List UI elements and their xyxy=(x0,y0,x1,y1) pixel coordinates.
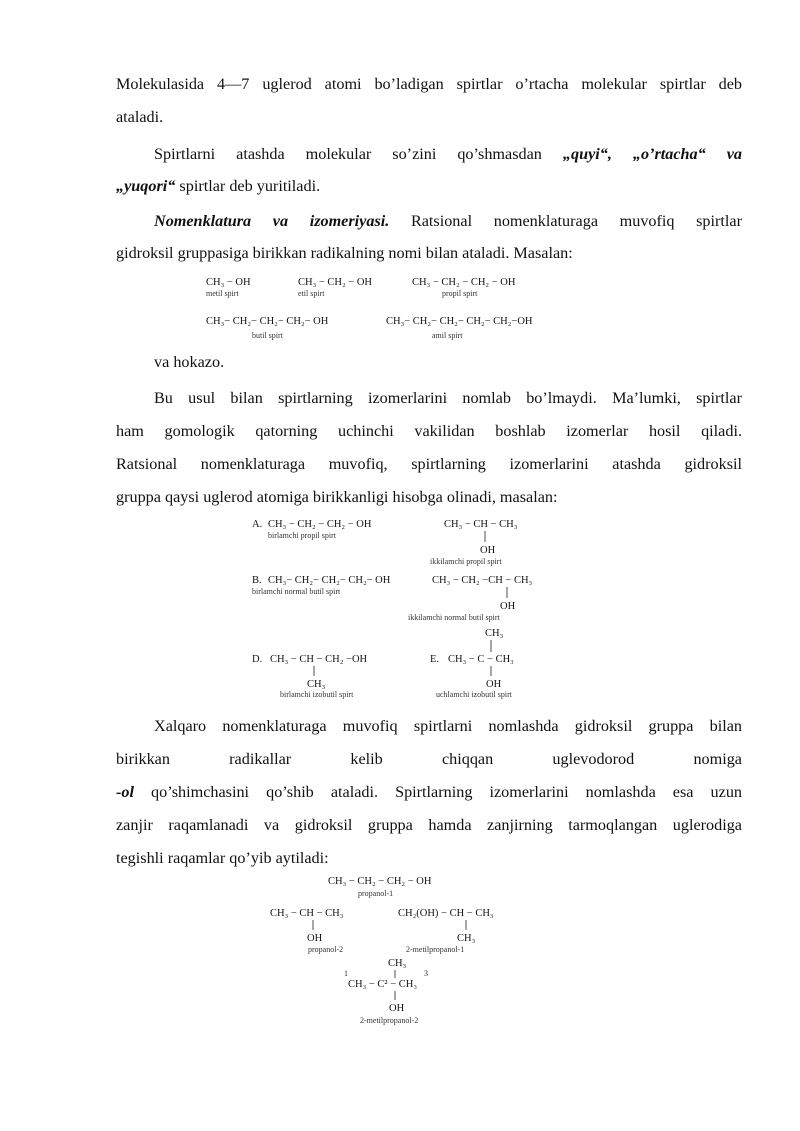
e-sub: OH xyxy=(486,679,502,690)
paragraph-2-emphasis-2: „yuqori“ xyxy=(116,177,176,195)
metilpropanol-2-num-1: 1 xyxy=(344,969,348,978)
paragraph-5-line-3: Ratsional nomenklaturaga muvofiq, spirtlarning izomerlarini atashda gidroksil xyxy=(116,455,742,473)
etil-formula: CH₃ − CH₂ − OH xyxy=(298,277,373,288)
metilpropanol-2-sub: OH xyxy=(389,1003,405,1014)
a2-label: ikkilamchi propil spirt xyxy=(430,557,502,566)
a2-sub: OH xyxy=(480,545,496,556)
d-formula: CH₃ − CH − CH₂ −OH xyxy=(270,654,368,665)
paragraph-2-line-2 xyxy=(116,170,742,202)
b-letter: B. xyxy=(252,575,262,586)
suffix-ol: -ol xyxy=(116,783,134,801)
propanol-2-formula: CH₃ − CH − CH₃ xyxy=(270,908,344,919)
a-letter: A. xyxy=(252,519,263,530)
paragraph-5-line-4: gruppa qaysi uglerod atomiga birikkanligi hisobga olinadi, masalan: xyxy=(116,488,558,506)
a2-formula: CH₃ − CH − CH₃ xyxy=(444,519,518,530)
e-formula: CH₃ − C − CH₃ xyxy=(448,654,514,665)
section-heading: Nomenklatura va izomeriyasi. xyxy=(154,212,390,230)
paragraph-6-line-2: birikkan radikallar kelib chiqqan uglevodorod nomiga xyxy=(116,750,742,768)
b2-sub: OH xyxy=(500,601,516,612)
paragraph-5-line-1: Bu usul bilan spirtlarning izomerlarini nomlab bo’lmaydi. Ma’lumki, spirtlar xyxy=(154,389,742,407)
d-label: birlamchi izobutil spirt xyxy=(280,690,354,699)
metilpropanol-1-sub: CH₃ xyxy=(457,933,476,944)
d-letter: D. xyxy=(252,654,263,665)
b-label: birlamchi normal butil spirt xyxy=(252,587,341,596)
amil-formula: CH₃− CH₂− CH₂− CH₂− CH₂−OH xyxy=(386,316,533,327)
paragraph-2-emphasis: „quyi“, „o’rtacha“ va xyxy=(562,145,742,163)
etil-label: etil spirt xyxy=(298,289,325,298)
paragraph-1-line-1: Molekulasida 4—7 uglerod atomi bo’ladigan spirtlar o’rtacha molekular spirtlar deb xyxy=(116,75,742,93)
propil-formula: CH₃ − CH₂ − CH₂ − OH xyxy=(412,277,516,288)
paragraph-6-line-5: tegishli raqamlar qo’yib aytiladi: xyxy=(116,849,329,867)
paragraph-3-text: Ratsional nomenklaturaga muvofiq spirtlar xyxy=(389,212,742,230)
scheme-3-iupac-names xyxy=(262,870,532,1030)
paragraph-5-line-2: ham gomologik qatorning uchinchi vakilidan boshlab izomerlar hosil qiladi. xyxy=(116,422,742,440)
b2-formula: CH₃ − CH₂ −CH − CH₃ xyxy=(432,575,533,586)
paragraph-4: va hokazo. xyxy=(154,353,225,371)
paragraph-1-line-2: ataladi. xyxy=(116,108,164,126)
paragraph-6-line-1: Xalqaro nomenklaturaga muvofiq spirtlarni nomlashda gidroksil gruppa bilan xyxy=(154,717,742,735)
b2-label: ikkilamchi normal butil spirt xyxy=(408,613,500,622)
paragraph-6-text: qo’shimchasini qo’shib ataladi. Spirtlarning izomerlarini nomlashda esa uzun xyxy=(133,783,742,801)
amil-label: amil spirt xyxy=(432,331,463,340)
propanol-1-formula: CH₃ − CH₂ − CH₂ − OH xyxy=(328,876,432,887)
b-formula: CH₃− CH₂− CH₂− CH₂− OH xyxy=(268,575,391,586)
a-label: birlamchi propil spirt xyxy=(268,531,336,540)
propanol-2-sub: OH xyxy=(307,933,323,944)
metilpropanol-2-num-3: 3 xyxy=(424,969,428,978)
metil-label: metil spirt xyxy=(206,289,239,298)
propanol-1-label: propanol-1 xyxy=(358,889,394,898)
e-top: CH₃ xyxy=(485,628,504,639)
paragraph-3-line-2: gidroksil gruppasiga birikkan radikalning nomi bilan ataladi. Masalan: xyxy=(116,244,573,262)
paragraph-2-line-1 xyxy=(116,138,742,170)
paragraph-2-text: Spirtlarni atashda molekular so’zini qo’shmasdan xyxy=(154,145,563,163)
metilpropanol-2-formula: CH₃ − C² − CH₃ xyxy=(348,979,417,990)
paragraph-3-line-1 xyxy=(116,205,742,237)
a-formula: CH₃ − CH₂ − CH₂ − OH xyxy=(268,519,372,530)
paragraph-6-line-4: zanjir raqamlanadi va gidroksil gruppa hamda zanjirning tarmoqlangan uglerodiga xyxy=(116,816,742,834)
butil-formula: CH₃− CH₂− CH₂− CH₂− OH xyxy=(206,316,329,327)
e-letter: E. xyxy=(430,654,440,665)
metilpropanol-1-formula: CH₂(OH) − CH − CH₃ xyxy=(398,908,494,919)
propanol-2-label: propanol-2 xyxy=(308,945,344,954)
metilpropanol-2-top: CH₃ xyxy=(388,958,407,969)
scheme-2-isomers xyxy=(248,514,558,700)
butil-label: butil spirt xyxy=(252,331,283,340)
metilpropanol-1-label: 2-metilpropanol-1 xyxy=(406,945,465,954)
e-label: uchlamchi izobutil spirt xyxy=(436,690,512,699)
metil-formula: CH₃ − OH xyxy=(206,277,251,288)
metilpropanol-2-label: 2-metilpropanol-2 xyxy=(360,1016,419,1025)
paragraph-2-text-2: spirtlar deb yuritiladi. xyxy=(175,177,321,195)
paragraph-6-line-3 xyxy=(116,776,742,808)
d-sub: CH₃ xyxy=(307,679,326,690)
propil-label: propil spirt xyxy=(442,289,478,298)
scheme-1-alcohol-names xyxy=(200,272,600,344)
